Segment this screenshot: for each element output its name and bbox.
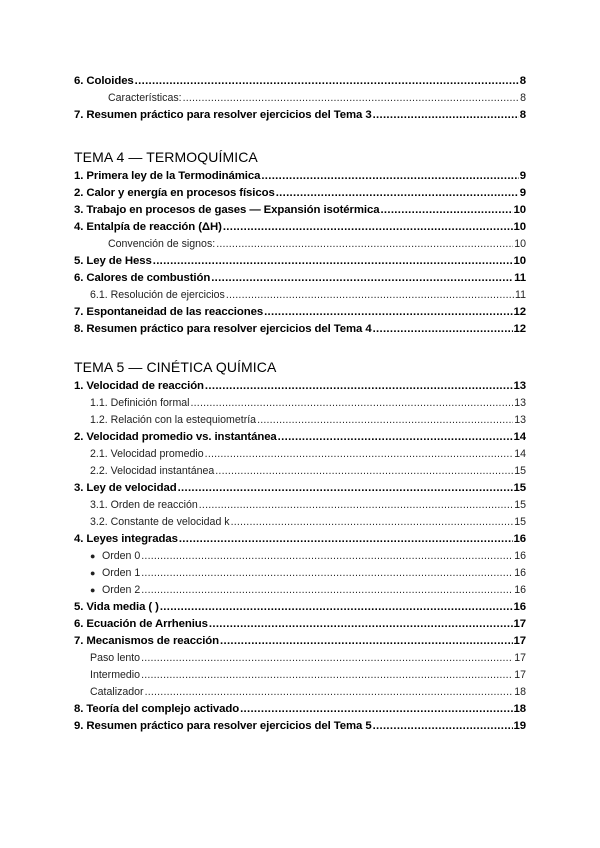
- toc-page-number: 14: [513, 431, 526, 443]
- toc-entry[interactable]: [74, 480, 526, 497]
- toc-entry[interactable]: [74, 219, 526, 236]
- dot-leader: [141, 582, 513, 599]
- toc-subentry[interactable]: [74, 463, 526, 480]
- dot-leader: [216, 236, 513, 253]
- toc-entry-title: [74, 202, 379, 219]
- toc-subentry[interactable]: [74, 514, 526, 531]
- toc-page-number: 16: [514, 550, 526, 562]
- dot-leader: [226, 287, 514, 304]
- toc-subentry[interactable]: [74, 582, 526, 599]
- toc-entry[interactable]: [74, 429, 526, 446]
- toc-page-number: 10: [513, 255, 526, 267]
- toc-page-number: 8: [519, 75, 526, 87]
- toc-entry-text: 9. Resumen práctico para resolver ejercicios del Tema 5: [74, 720, 372, 732]
- dot-leader: [178, 480, 513, 497]
- dot-leader: [199, 497, 513, 514]
- dot-leader: [135, 73, 519, 90]
- toc-page-number: 12: [513, 306, 526, 318]
- toc-page-number: 18: [513, 703, 526, 715]
- dot-leader: [276, 185, 519, 202]
- dot-leader: [220, 633, 513, 650]
- toc-entry-title: [74, 718, 372, 735]
- toc-entry-title: [90, 548, 140, 565]
- toc-entry-title: [74, 701, 239, 718]
- toc-entry-title: [74, 633, 219, 650]
- dot-leader: [160, 599, 513, 616]
- toc-page-number: 16: [514, 567, 526, 579]
- toc-subentry[interactable]: [74, 236, 526, 253]
- toc-entry-title: [74, 531, 178, 548]
- toc-entry-title: [74, 429, 277, 446]
- toc-entry[interactable]: [74, 202, 526, 219]
- toc-page-number: 16: [513, 533, 526, 545]
- toc-subentry[interactable]: [74, 412, 526, 429]
- toc-entry-text: Orden 0: [102, 550, 141, 562]
- toc-page-number: 15: [514, 465, 526, 477]
- dot-leader: [141, 565, 513, 582]
- dot-leader: [231, 514, 514, 531]
- toc-entry[interactable]: [74, 107, 526, 124]
- toc-entry-text: 2.2. Velocidad instantánea: [90, 465, 215, 477]
- toc-page-number: 16: [514, 584, 526, 596]
- toc-entry-text: 3.2. Constante de velocidad k: [90, 516, 230, 528]
- toc-subentry[interactable]: [74, 287, 526, 304]
- toc-entry-title: [90, 446, 204, 463]
- toc-page-number: 13: [514, 397, 526, 409]
- toc-page-number: 9: [519, 187, 526, 199]
- dot-leader: [211, 270, 513, 287]
- toc-entry-text: 6. Ecuación de Arrhenius: [74, 618, 208, 630]
- toc-entry-title: [90, 463, 214, 480]
- bullet-dot-icon: ●: [90, 568, 96, 578]
- toc-entry-title: [74, 599, 159, 616]
- section-heading-tema5: TEMA 5 — CINÉTICA QUÍMICA: [74, 359, 277, 375]
- toc-page-number: 13: [514, 414, 526, 426]
- toc-entry-title: [74, 253, 152, 270]
- dot-leader: [141, 667, 513, 684]
- dot-leader: [209, 616, 513, 633]
- toc-entry-title: [90, 497, 198, 514]
- toc-page-number: 8: [520, 92, 526, 104]
- toc-entry-text: Orden 1: [102, 567, 141, 579]
- toc-entry[interactable]: [74, 185, 526, 202]
- dot-leader: [141, 548, 513, 565]
- toc-entry[interactable]: [74, 168, 526, 185]
- toc-entry-text: Orden 2: [102, 584, 141, 596]
- toc-page-number: 11: [515, 289, 526, 301]
- toc-page-number: 10: [514, 238, 526, 250]
- toc-page-number: 19: [513, 720, 526, 732]
- toc-page-number: 10: [513, 204, 526, 216]
- toc-subentry[interactable]: [74, 395, 526, 412]
- toc-section-tema4: [74, 148, 526, 338]
- toc-entry-text: 1.2. Relación con la estequiometría: [90, 414, 257, 426]
- toc-entry-text: Características:: [108, 92, 182, 104]
- dot-leader: [205, 378, 513, 395]
- toc-subentry[interactable]: [74, 90, 526, 107]
- dot-leader: [179, 531, 513, 548]
- toc-entry[interactable]: [74, 531, 526, 548]
- toc-page-number: 8: [519, 109, 526, 121]
- toc-entry-text: 4. Leyes integradas: [74, 533, 178, 545]
- toc-entry-text: 7. Espontaneidad de las reacciones: [74, 306, 264, 318]
- toc-entry-text: 5. Vida media ( ): [74, 601, 159, 613]
- toc-entry[interactable]: [74, 616, 526, 633]
- dot-leader: [278, 429, 513, 446]
- toc-page-number: 10: [513, 221, 526, 233]
- dot-leader: [215, 463, 513, 480]
- toc-entry-text: 1. Velocidad de reacción: [74, 380, 204, 392]
- toc-entry-title: [74, 168, 260, 185]
- toc-entry[interactable]: [74, 253, 526, 270]
- toc-entry-title: [90, 395, 190, 412]
- toc-entry-title: [90, 684, 144, 701]
- toc-entry-title: [74, 616, 208, 633]
- toc-entry-text: 2.1. Velocidad promedio: [90, 448, 204, 460]
- toc-page-number: 15: [513, 482, 526, 494]
- toc-entry-title: [108, 236, 215, 253]
- toc-entry-title: [90, 287, 225, 304]
- toc-entry-title: [74, 378, 204, 395]
- toc-entry-title: [74, 185, 275, 202]
- toc-entry-title: [74, 219, 222, 236]
- toc-entry-text: 8. Resumen práctico para resolver ejercicios del Tema 4: [74, 323, 372, 335]
- toc-entry-title: [90, 412, 256, 429]
- toc-page-number: 15: [514, 499, 526, 511]
- toc-entry-title: [90, 514, 230, 531]
- toc-entry-title: [74, 321, 372, 338]
- dot-leader: [373, 321, 513, 338]
- toc-entry-text: 5. Ley de Hess: [74, 255, 152, 267]
- toc-entry[interactable]: [74, 321, 526, 338]
- toc-page-number: 17: [513, 635, 526, 647]
- toc-page-number: 13: [513, 380, 526, 392]
- dot-leader: [191, 395, 514, 412]
- toc-entry-title: [90, 582, 140, 599]
- toc-entry[interactable]: [74, 304, 526, 321]
- dot-leader: [373, 718, 513, 735]
- toc-entry[interactable]: [74, 633, 526, 650]
- toc-entry-text: 3.1. Orden de reacción: [90, 499, 198, 511]
- dot-leader: [205, 446, 514, 463]
- toc-entry-title: [90, 565, 140, 582]
- toc-page-number: 18: [514, 686, 526, 698]
- toc-section-tema3-tail: [74, 73, 526, 124]
- dot-leader: [145, 684, 514, 701]
- toc-entry[interactable]: [74, 73, 526, 90]
- toc-entry[interactable]: [74, 270, 526, 287]
- toc-page-number: 16: [513, 601, 526, 613]
- toc-page-number: 17: [513, 618, 526, 630]
- toc-entry-title: [74, 73, 134, 90]
- toc-section-tema5: [74, 358, 526, 735]
- dot-leader: [153, 253, 513, 270]
- toc-entry-text: 8. Teoría del complejo activado: [74, 703, 240, 715]
- dot-leader: [373, 107, 519, 124]
- dot-leader: [141, 650, 513, 667]
- toc-entry-title: [74, 480, 177, 497]
- section-heading-tema4: TEMA 4 — TERMOQUÍMICA: [74, 149, 258, 165]
- dot-leader: [240, 701, 512, 718]
- toc-entry-title: [74, 270, 210, 287]
- toc-entry-text: 6. Coloides: [74, 75, 134, 87]
- bullet-dot-icon: ●: [90, 551, 96, 561]
- dot-leader: [183, 90, 520, 107]
- dot-leader: [223, 219, 513, 236]
- toc-entry-text: 6.1. Resolución de ejercicios: [90, 289, 225, 301]
- toc-entry[interactable]: [74, 718, 526, 735]
- toc-entry-title: [74, 107, 372, 124]
- toc-subentry[interactable]: [74, 684, 526, 701]
- toc-page-number: 17: [514, 652, 526, 664]
- toc-entry-text: 2. Calor y energía en procesos físicos: [74, 187, 275, 199]
- toc-entry[interactable]: [74, 701, 526, 718]
- toc-entry[interactable]: [74, 378, 526, 395]
- toc-page-number: 11: [514, 272, 526, 284]
- toc-entry-text: 7. Mecanismos de reacción: [74, 635, 220, 647]
- toc-entry-text: Paso lento: [90, 652, 141, 664]
- dot-leader: [257, 412, 513, 429]
- bullet-dot-icon: ●: [90, 585, 96, 595]
- toc-subentry[interactable]: [74, 497, 526, 514]
- toc-entry-title: [90, 650, 140, 667]
- toc-page-number: 17: [514, 669, 526, 681]
- toc-page-number: 9: [519, 170, 526, 182]
- toc-subentry[interactable]: [74, 565, 526, 582]
- toc-page-number: 12: [513, 323, 526, 335]
- dot-leader: [380, 202, 512, 219]
- toc-entry-text: 6. Calores de combustión: [74, 272, 211, 284]
- dot-leader: [264, 304, 512, 321]
- toc-entry-text: 1.1. Definición formal: [90, 397, 190, 409]
- toc-subentry[interactable]: [74, 548, 526, 565]
- toc-entry-text: Catalizador: [90, 686, 144, 698]
- toc-entry-title: [74, 304, 263, 321]
- toc-entry[interactable]: [74, 599, 526, 616]
- toc-page-number: 14: [514, 448, 526, 460]
- toc-entry-text: 3. Ley de velocidad: [74, 482, 177, 494]
- dot-leader: [261, 168, 518, 185]
- toc-entry-title: [108, 90, 182, 107]
- toc-subentry[interactable]: [74, 667, 526, 684]
- toc-entry-text: 2. Velocidad promedio vs. instantánea: [74, 431, 277, 443]
- toc-subentry[interactable]: [74, 650, 526, 667]
- toc-entry-text: Intermedio: [90, 669, 141, 681]
- toc-subentry[interactable]: [74, 446, 526, 463]
- toc-entry-text: 7. Resumen práctico para resolver ejercicios del Tema 3: [74, 109, 372, 121]
- toc-entry-text: 4. Entalpía de reacción (ΔH): [74, 221, 222, 233]
- toc-entry-title: [90, 667, 140, 684]
- toc-entry-text: 3. Trabajo en procesos de gases — Expansión isotérmica: [74, 204, 380, 216]
- toc-entry-text: 1. Primera ley de la Termodinámica: [74, 170, 261, 182]
- toc-entry-text: Convención de signos:: [108, 238, 216, 250]
- toc-page-number: 15: [514, 516, 526, 528]
